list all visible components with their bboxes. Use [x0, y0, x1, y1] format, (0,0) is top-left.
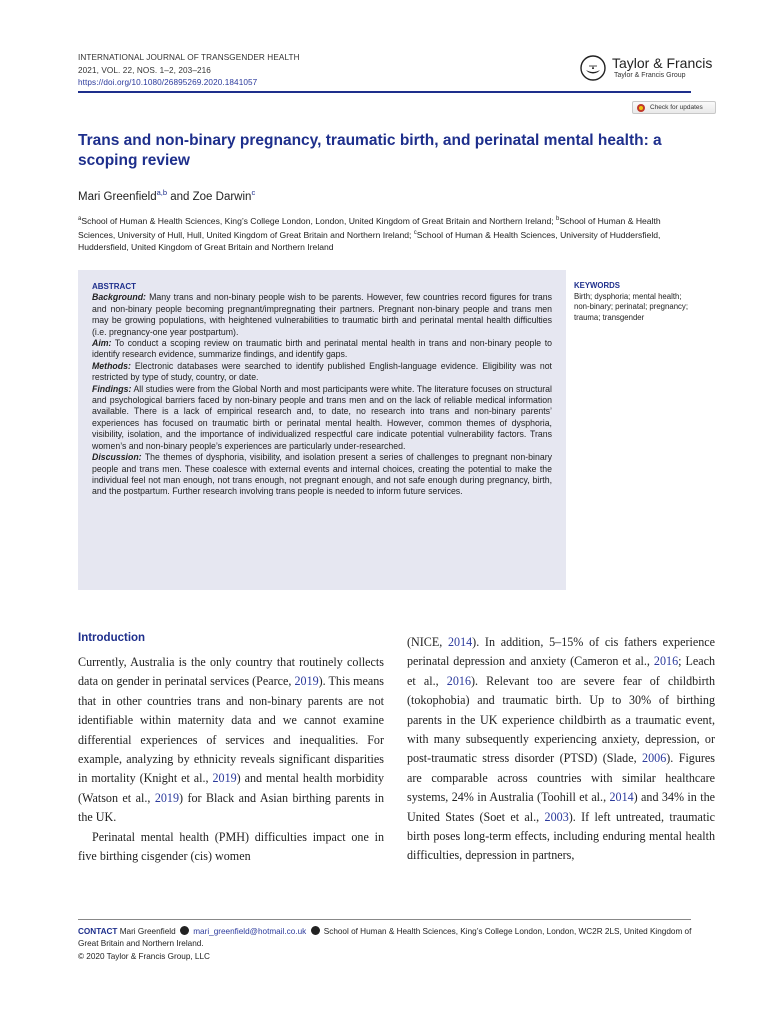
citation-link[interactable]: 2014: [447, 635, 473, 649]
running-header: [78, 52, 300, 90]
author-conjunction: and: [167, 190, 193, 203]
keywords-list: Birth; dysphoria; mental health; non-binary; perinatal; pregnancy; trauma; transgender: [574, 291, 688, 322]
publisher-logo: [580, 55, 712, 81]
contact-address: School of Human & Health Sciences, King’s College London, London, WC2R 2LS, United Kingdom of Great Britain and Northern Ireland.: [78, 927, 692, 948]
abstract-aim: Aim: To conduct a scoping review on traumatic birth and perinatal mental health in trans and non-binary people to identify research evidence, summarize findings, and identify gaps.: [92, 338, 552, 360]
journal-name: INTERNATIONAL JOURNAL OF TRANSGENDER HEALTH: [78, 53, 300, 62]
lamp-icon: [580, 55, 606, 81]
crossmark-icon: [637, 104, 645, 112]
body-column-right: [407, 633, 715, 866]
affiliation-b: School of Human & Health Sciences, University of Hull, Hull, United Kingdom of Great Britain and Northern Ireland;: [78, 215, 661, 240]
keywords-heading: KEYWORDS: [574, 281, 620, 290]
affiliation-c: School of Human & Health Sciences, University of Huddersfield, Huddersfield, United Kingdom of Great Britain and Northern Ireland: [78, 229, 661, 252]
affiliation-a: School of Human & Health Sciences, King’s College London, London, United Kingdom of Great Britain and Northern Ireland;: [81, 215, 557, 226]
abstract-heading: ABSTRACT: [92, 282, 136, 291]
citation-link[interactable]: 2019: [212, 771, 237, 786]
footer-rule: [78, 919, 691, 920]
contact-name: Mari Greenfield: [117, 927, 178, 936]
contact-label: CONTACT: [78, 927, 118, 936]
email-icon: [180, 926, 189, 935]
abstract-discussion: Discussion: The themes of dysphoria, visibility, and isolation present a series of challenges to pregnant non-binary people and trans men. These coalesce with external events and internal choices, creating the potential to make the individual feel not man enough, not trans enough, not pregnant enough, and not safe enough during pregnancy, birth, and the postpartum. Further research involving trans people is needed to inform future services.: [92, 452, 552, 497]
doi-link[interactable]: https://doi.org/10.1080/26895269.2020.1841057: [78, 78, 258, 87]
paragraph: Perinatal mental health (PMH) difficulties impact one in five birthing cisgender (cis) women: [78, 829, 384, 864]
citation-link[interactable]: 2014: [609, 790, 634, 805]
check-updates-label: Check for updates: [650, 104, 703, 111]
paragraph: Currently, Australia is the only country that routinely collects data on gender in perinatal services (Pearce, 2019). This means that in other countries trans and non-binary parents are not identifiable within maternity data and we cannot examine differential experiences of services and inequalities. For example, analyzing by ethnicity reveals significant disparities in mortality (Knight et al., 2019) and mental health morbidity (Watson et al., 2019) for Black and Asian birthing parents in the UK.: [78, 655, 385, 825]
section-heading-introduction: Introduction: [78, 632, 146, 644]
citation-link[interactable]: 2003: [544, 809, 569, 824]
header-rule: [78, 91, 691, 93]
citation-link[interactable]: 2019: [294, 674, 319, 689]
abstract-findings: Findings: All studies were from the Global North and most participants were white. The literature focuses on structural and psychological barriers faced by non-binary people and trans men and on the lack of reliable medical information available. There is a lack of empirical research and, to date, no research into trans and non-binary parents’ experiences has focused on traumatic birth or perinatal mental health. However, common themes of dysphoria, visibility, isolation, and the importance of individualized respectful care indicate potential vulnerability factors. Trans women’s and non-binary people’s experiences are particularly under-researched.: [92, 383, 552, 451]
author-line: [78, 188, 255, 203]
citation-link[interactable]: 2016: [653, 654, 679, 669]
check-for-updates-button[interactable]: [632, 101, 716, 114]
email-link[interactable]: mari_greenfield@hotmail.co.uk: [193, 927, 307, 936]
citation-link[interactable]: 2006: [642, 751, 667, 766]
abstract-methods: Methods: Electronic databases were searched to identify published English-language evidence. Eligibility was not restricted by type of study, country, or date.: [92, 360, 552, 383]
affiliations: $^a$School of Human & Health Sciences, King’s College London, London, United Kingdom of Great Britain and Northern Ireland; $^b$School of Human & Health Sciences, University of Hull, Hull, United Kingdom of Great Britain and Northern Ireland; $^c$School of Human & Health Sciences, University of Huddersfield, Huddersfield, United Kingdom of Great Britain and Northern Ireland: [78, 215, 661, 252]
copyright: © 2020 Taylor & Francis Group, LLC: [78, 952, 210, 961]
author-name[interactable]: Mari Greenfield: [78, 190, 157, 203]
citation-link[interactable]: 2019: [154, 790, 179, 805]
affiliation-marker: c: [251, 188, 256, 197]
body-column-left: [78, 653, 384, 866]
address-icon: [311, 926, 320, 935]
abstract-background: Background: Many trans and non-binary people wish to be parents. However, few countries record figures for trans and non-binary people becoming pregnant/impregnating their partners. Pregnant non-binary people and trans men may be growing populations, with heightened vulnerabilities to traumatic birth and perinatal mental health difficulties (i.e. pregnancy-one year postpartum).: [92, 292, 552, 337]
author-name[interactable]: Zoe Darwin: [192, 190, 252, 203]
affiliation-marker: a,b: [156, 188, 168, 197]
paragraph: (NICE, 2014). In addition, 5–15% of cis fathers experience perinatal depression and anxiety (Cameron et al., 2016; Leach et al., 2016). Relevant too are severe fear of childbirth (tokophobia) and traumatic birth. Up to 30% of birthing parents in the UK experience childbirth as a traumatic event, with many subsequently experiencing anxiety, depression, or post-traumatic stress disorder (PTSD) (Slade, 2006). Figures are comparable across countries with similar healthcare systems, 24% in Australia (Toohill et al., 2014) and 34% in the United States (Soet et al., 2003). If left untreated, traumatic birth poses long-term effects, including enduring mental health difficulties, depression in partners,: [407, 635, 716, 863]
article-title: Trans and non-binary pregnancy, traumatic birth, and perinatal mental health: a scoping review: [78, 132, 662, 169]
volume-info: 2021, VOL. 22, NOS. 1–2, 203–216: [78, 65, 211, 75]
citation-link[interactable]: 2016: [446, 673, 471, 688]
contact-footnote: [78, 926, 714, 949]
keywords-panel: [574, 281, 692, 323]
publisher-name: Taylor & Francis: [612, 55, 713, 71]
publisher-group: Taylor & Francis Group: [614, 72, 686, 79]
abstract-box: [78, 270, 566, 590]
